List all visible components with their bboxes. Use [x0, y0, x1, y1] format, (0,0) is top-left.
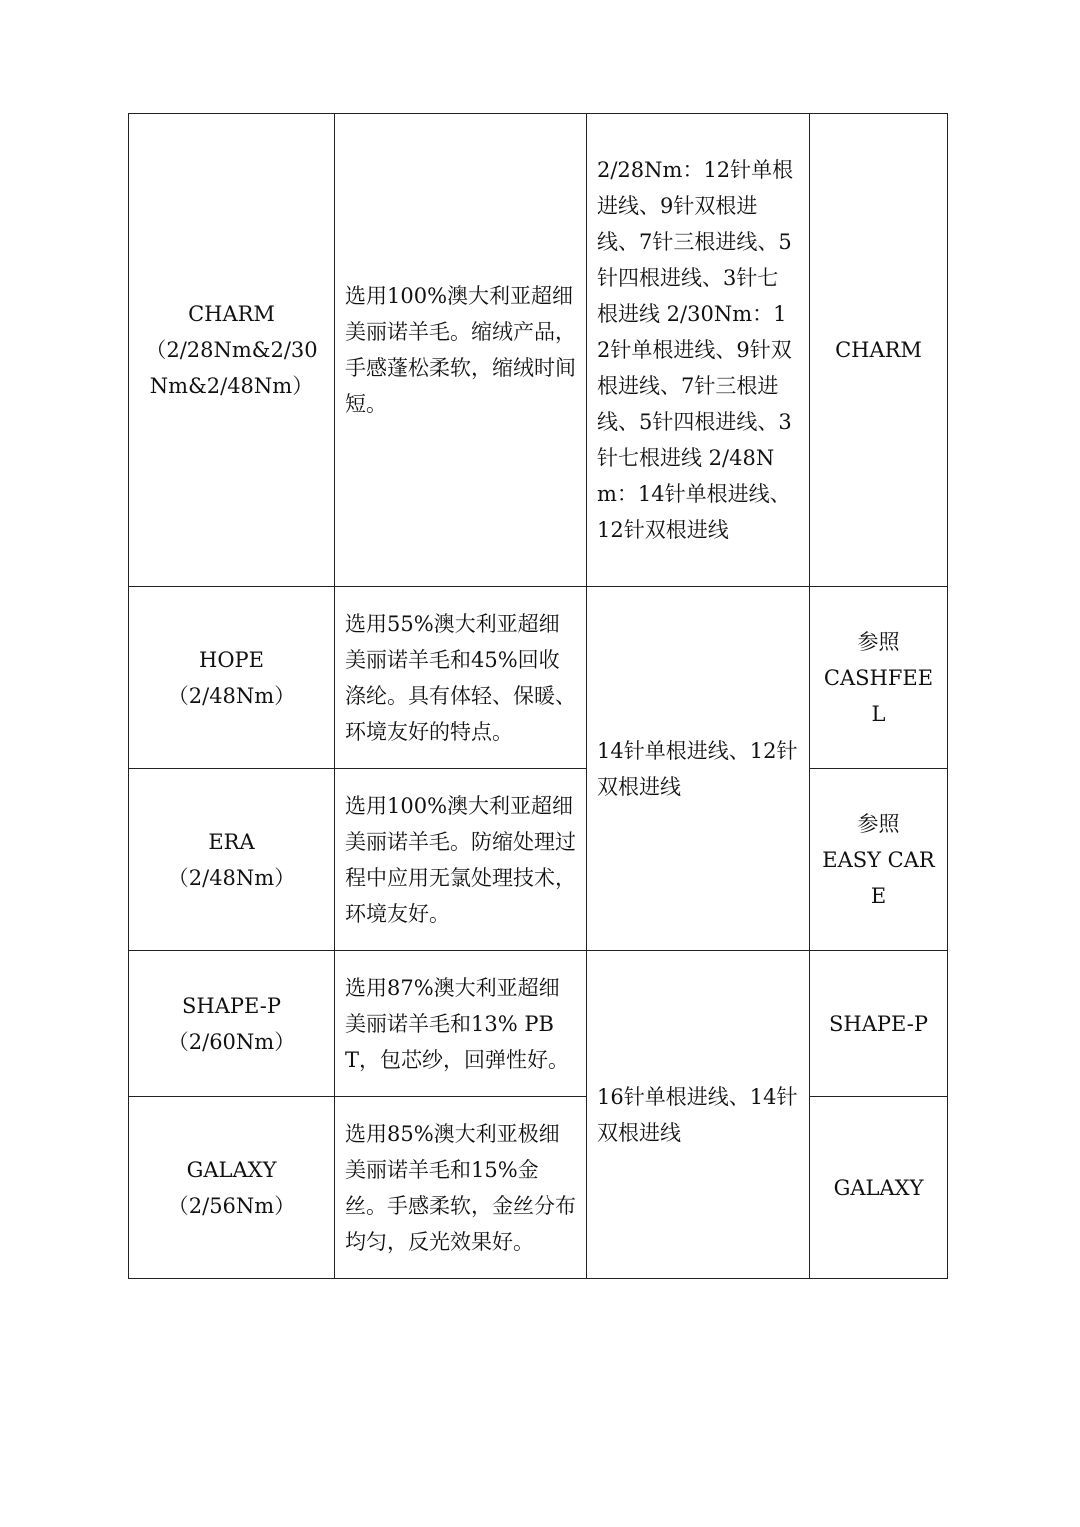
yarn-name: ERA: [208, 829, 255, 854]
reference-value: SHAPE-P: [829, 1011, 928, 1036]
yarn-name-cell: [129, 951, 335, 1097]
yarn-count: （2/48Nm）: [167, 683, 296, 708]
needle-gauge: 14针单根进线、12针双根进线: [587, 587, 810, 951]
yarn-description: 选用100%澳大利亚超细美丽诺羊毛。缩绒产品，手感蓬松柔软，缩绒时间短。: [335, 114, 587, 587]
reference-cell: [810, 587, 948, 769]
yarn-count: （2/60Nm）: [167, 1029, 296, 1054]
yarn-name: GALAXY: [186, 1157, 277, 1182]
reference-value: EASY CARE: [822, 847, 935, 908]
yarn-description: 选用87%澳大利亚超细美丽诺羊毛和13% PBT，包芯纱，回弹性好。: [335, 951, 587, 1097]
reference-cell: [810, 769, 948, 951]
yarn-count: （2/28Nm&2/30Nm&2/48Nm）: [145, 338, 318, 398]
yarn-count: （2/48Nm）: [167, 865, 296, 890]
yarn-description: 选用85%澳大利亚极细美丽诺羊毛和15%金丝。手感柔软，金丝分布均匀，反光效果好。: [335, 1097, 587, 1279]
needle-gauge: 2/28Nm：12针单根进线、9针双根进线、7针三根进线、5针四根进线、3针七根进线 2/30Nm：12针单根进线、9针双根进线、7针三根进线、5针四根进线、3针七根进线 2/48Nm：14针单根进线、12针双根进线: [587, 114, 810, 587]
reference-label: 参照: [857, 811, 900, 836]
reference-cell: [810, 1097, 948, 1279]
reference-cell: [810, 114, 948, 587]
needle-gauge: 16针单根进线、14针双根进线: [587, 951, 810, 1279]
yarn-spec-table: [128, 113, 948, 1279]
table-row: [129, 1097, 948, 1279]
table-row: [129, 951, 948, 1097]
table-row: [129, 587, 948, 769]
reference-value: CHARM: [835, 338, 922, 362]
yarn-name-cell: [129, 114, 335, 587]
yarn-description: 选用100%澳大利亚超细美丽诺羊毛。防缩处理过程中应用无氯处理技术，环境友好。: [335, 769, 587, 951]
reference-cell: [810, 951, 948, 1097]
yarn-name: CHARM: [188, 302, 275, 326]
reference-label: 参照: [857, 629, 900, 654]
yarn-name-cell: [129, 769, 335, 951]
table-row: [129, 114, 948, 587]
table-row: [129, 769, 948, 951]
reference-value: GALAXY: [833, 1175, 924, 1200]
yarn-description: 选用55%澳大利亚超细美丽诺羊毛和45%回收涤纶。具有体轻、保暖、环境友好的特点。: [335, 587, 587, 769]
yarn-count: （2/56Nm）: [167, 1193, 296, 1218]
yarn-name: HOPE: [199, 647, 264, 672]
reference-value: CASHFEEL: [823, 665, 934, 726]
yarn-name: SHAPE-P: [182, 993, 281, 1018]
yarn-name-cell: [129, 587, 335, 769]
yarn-name-cell: [129, 1097, 335, 1279]
